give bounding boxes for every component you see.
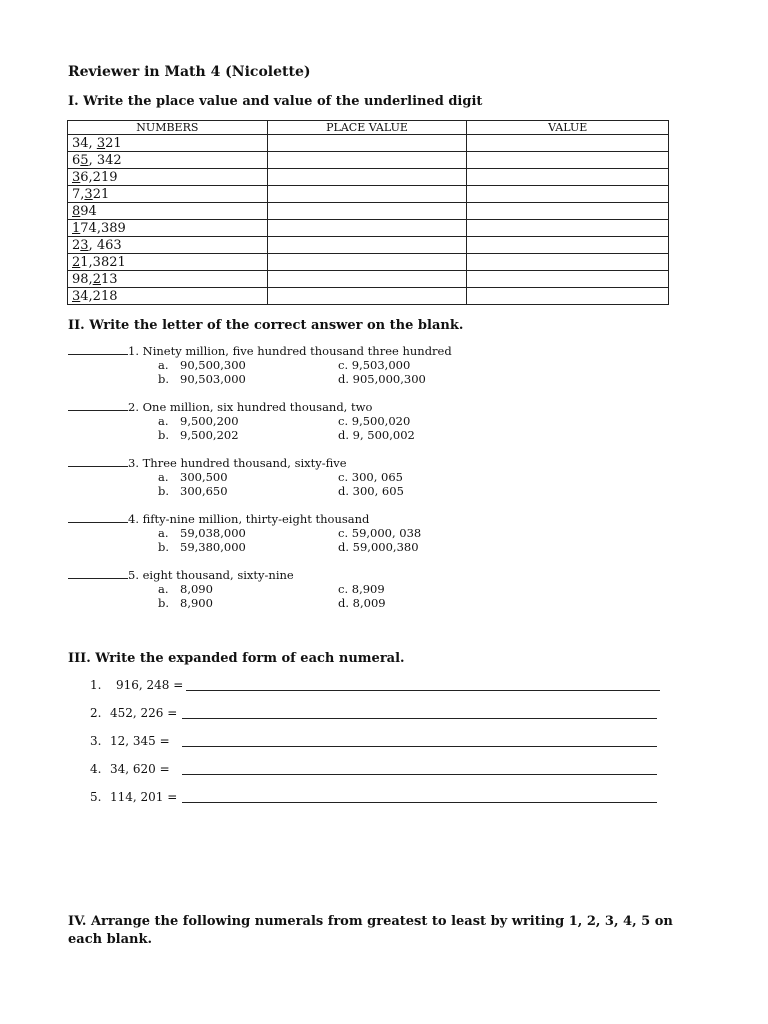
value-answer-cell[interactable] xyxy=(467,220,669,237)
question-text: 5. eight thousand, sixty-nine xyxy=(128,568,294,582)
expanded-form-item xyxy=(90,734,170,748)
table-row xyxy=(68,254,669,271)
table-row xyxy=(68,203,669,220)
header-value: VALUE xyxy=(467,121,669,135)
number-part: , 342 xyxy=(88,152,122,168)
underlined-digit: 2 xyxy=(72,254,81,270)
place-value-table xyxy=(67,120,669,305)
number-cell xyxy=(68,152,268,169)
question-3 xyxy=(68,456,347,470)
value-answer-cell[interactable] xyxy=(467,135,669,152)
number-cell xyxy=(68,186,268,203)
option-value: 90,500,300 xyxy=(180,358,246,372)
number-cell xyxy=(68,203,268,220)
answer-blank[interactable] xyxy=(68,456,128,467)
expanded-form-item xyxy=(90,790,177,804)
option-c xyxy=(338,414,410,428)
underlined-digit: 3 xyxy=(96,135,106,151)
question-text: 4. fifty-nine million, thirty-eight thousand xyxy=(128,512,370,526)
option-d xyxy=(338,428,415,442)
option-a xyxy=(158,414,239,428)
option-letter: b. xyxy=(158,428,170,442)
underlined-digit: 1 xyxy=(72,220,81,236)
number-part: 2 xyxy=(72,237,81,253)
question-text: 1. Ninety million, five hundred thousand three hundred xyxy=(128,344,452,358)
number-part: 98, xyxy=(72,271,93,287)
option-c xyxy=(338,358,410,372)
option-value: c. 59,000, 038 xyxy=(338,526,422,540)
item-number: 1. xyxy=(90,678,102,692)
number-part: 13 xyxy=(100,271,118,287)
question-text: 2. One million, six hundred thousand, two xyxy=(128,400,373,414)
underlined-digit: 3 xyxy=(84,186,93,202)
item-number: 4. xyxy=(90,762,102,776)
expanded-form-item xyxy=(90,706,177,720)
table-header-row xyxy=(68,121,669,135)
answer-blank[interactable] xyxy=(68,400,128,411)
expanded-form-item xyxy=(90,678,183,692)
option-letter: b. xyxy=(158,540,170,554)
option-value: 8,900 xyxy=(180,596,213,610)
option-b xyxy=(158,540,246,554)
item-numeral: 452, 226 = xyxy=(110,706,178,720)
value-answer-cell[interactable] xyxy=(467,152,669,169)
value-answer-cell[interactable] xyxy=(467,254,669,271)
number-cell xyxy=(68,169,268,186)
option-value: d. 9, 500,002 xyxy=(338,428,415,442)
option-b xyxy=(158,484,228,498)
place-value-answer-cell[interactable] xyxy=(267,288,467,305)
place-value-answer-cell[interactable] xyxy=(267,237,467,254)
option-a xyxy=(158,358,246,372)
option-value: 59,380,000 xyxy=(180,540,246,554)
number-part: 6 xyxy=(72,152,81,168)
place-value-answer-cell[interactable] xyxy=(267,220,467,237)
option-value: 300,650 xyxy=(180,484,228,498)
number-part: 1,3821 xyxy=(80,254,126,270)
page-title: Reviewer in Math 4 (Nicolette) xyxy=(68,64,311,80)
question-text: 3. Three hundred thousand, sixty-five xyxy=(128,456,347,470)
number-part: 21 xyxy=(105,135,122,151)
underlined-digit: 2 xyxy=(92,271,101,287)
place-value-answer-cell[interactable] xyxy=(267,169,467,186)
answer-blank[interactable] xyxy=(68,568,128,579)
place-value-answer-cell[interactable] xyxy=(267,135,467,152)
table-row xyxy=(68,186,669,203)
place-value-answer-cell[interactable] xyxy=(267,254,467,271)
underlined-digit: 3 xyxy=(72,169,81,185)
table-row xyxy=(68,152,669,169)
answer-line[interactable] xyxy=(182,774,657,775)
answer-line[interactable] xyxy=(182,718,657,719)
option-c xyxy=(338,526,421,540)
option-value: d. 300, 605 xyxy=(338,484,404,498)
number-part: 6,219 xyxy=(80,169,118,185)
table-row xyxy=(68,135,669,152)
question-1 xyxy=(68,344,452,358)
question-5 xyxy=(68,568,294,582)
expanded-form-item xyxy=(90,762,170,776)
answer-line[interactable] xyxy=(182,746,657,747)
option-c xyxy=(338,582,385,596)
table-row xyxy=(68,220,669,237)
item-numeral: 34, 620 = xyxy=(110,762,170,776)
option-value: c. 300, 065 xyxy=(338,470,403,484)
section-2-heading: II. Write the letter of the correct answer on the blank. xyxy=(68,318,464,333)
option-letter: a. xyxy=(158,526,169,540)
item-number: 2. xyxy=(90,706,102,720)
value-answer-cell[interactable] xyxy=(467,271,669,288)
number-part: 21 xyxy=(92,186,110,202)
option-d xyxy=(338,372,426,386)
place-value-answer-cell[interactable] xyxy=(267,203,467,220)
option-value: 9,500,202 xyxy=(180,428,239,442)
header-numbers: NUMBERS xyxy=(68,121,268,135)
number-cell xyxy=(68,135,268,152)
option-value: d. 8,009 xyxy=(338,596,386,610)
number-part: 7, xyxy=(72,186,85,202)
option-letter: a. xyxy=(158,414,169,428)
option-value: 300,500 xyxy=(180,470,228,484)
table-row xyxy=(68,237,669,254)
option-letter: b. xyxy=(158,372,170,386)
value-answer-cell[interactable] xyxy=(467,288,669,305)
number-part: 94 xyxy=(80,203,97,219)
number-part: 34, xyxy=(72,135,97,151)
number-cell xyxy=(68,288,268,305)
option-a xyxy=(158,470,228,484)
option-d xyxy=(338,484,404,498)
value-answer-cell[interactable] xyxy=(467,186,669,203)
number-part: 74,389 xyxy=(80,220,126,236)
item-number: 3. xyxy=(90,734,102,748)
number-cell xyxy=(68,254,268,271)
place-value-answer-cell[interactable] xyxy=(267,152,467,169)
option-a xyxy=(158,526,246,540)
underlined-digit: 8 xyxy=(72,203,81,219)
section-1-heading: I. Write the place value and value of the underlined digit xyxy=(68,94,483,109)
option-letter: b. xyxy=(158,596,170,610)
table-row xyxy=(68,271,669,288)
value-answer-cell[interactable] xyxy=(467,237,669,254)
option-letter: a. xyxy=(158,470,169,484)
option-value: 8,090 xyxy=(180,582,213,596)
header-place-value: PLACE VALUE xyxy=(267,121,467,135)
item-number: 5. xyxy=(90,790,102,804)
number-cell xyxy=(68,237,268,254)
value-answer-cell[interactable] xyxy=(467,169,669,186)
option-letter: a. xyxy=(158,582,169,596)
number-part: , 463 xyxy=(88,237,122,253)
option-b xyxy=(158,372,246,386)
option-letter: a. xyxy=(158,358,169,372)
section-4-heading: IV. Arrange the following numerals from greatest to least by writing 1, 2, 3, 4, 5 on each blank. xyxy=(68,914,673,947)
number-cell xyxy=(68,220,268,237)
table-row xyxy=(68,288,669,305)
answer-blank[interactable] xyxy=(68,344,128,355)
underlined-digit: 3 xyxy=(72,288,81,304)
option-value: d. 59,000,380 xyxy=(338,540,419,554)
item-numeral: 114, 201 = xyxy=(110,790,178,804)
option-b xyxy=(158,596,213,610)
number-part: 4,218 xyxy=(80,288,118,304)
number-cell xyxy=(68,271,268,288)
option-value: c. 8,909 xyxy=(338,582,385,596)
answer-blank[interactable] xyxy=(68,512,128,523)
option-b xyxy=(158,428,239,442)
answer-line[interactable] xyxy=(182,802,657,803)
option-value: 59,038,000 xyxy=(180,526,246,540)
option-letter: b. xyxy=(158,484,170,498)
option-value: c. 9,500,020 xyxy=(338,414,411,428)
option-value: 9,500,200 xyxy=(180,414,239,428)
answer-line[interactable] xyxy=(186,690,660,691)
value-answer-cell[interactable] xyxy=(467,203,669,220)
option-value: c. 9,503,000 xyxy=(338,358,411,372)
table-row xyxy=(68,169,669,186)
option-value: d. 905,000,300 xyxy=(338,372,426,386)
place-value-answer-cell[interactable] xyxy=(267,186,467,203)
option-c xyxy=(338,470,403,484)
option-a xyxy=(158,582,213,596)
section-3-heading: III. Write the expanded form of each numeral. xyxy=(68,651,405,666)
item-numeral: 12, 345 = xyxy=(110,734,170,748)
question-2 xyxy=(68,400,372,414)
item-numeral: 916, 248 = xyxy=(116,678,184,692)
option-d xyxy=(338,540,419,554)
question-4 xyxy=(68,512,369,526)
option-d xyxy=(338,596,386,610)
underlined-digit: 5 xyxy=(80,152,89,168)
option-value: 90,503,000 xyxy=(180,372,246,386)
place-value-answer-cell[interactable] xyxy=(267,271,467,288)
underlined-digit: 3 xyxy=(80,237,89,253)
